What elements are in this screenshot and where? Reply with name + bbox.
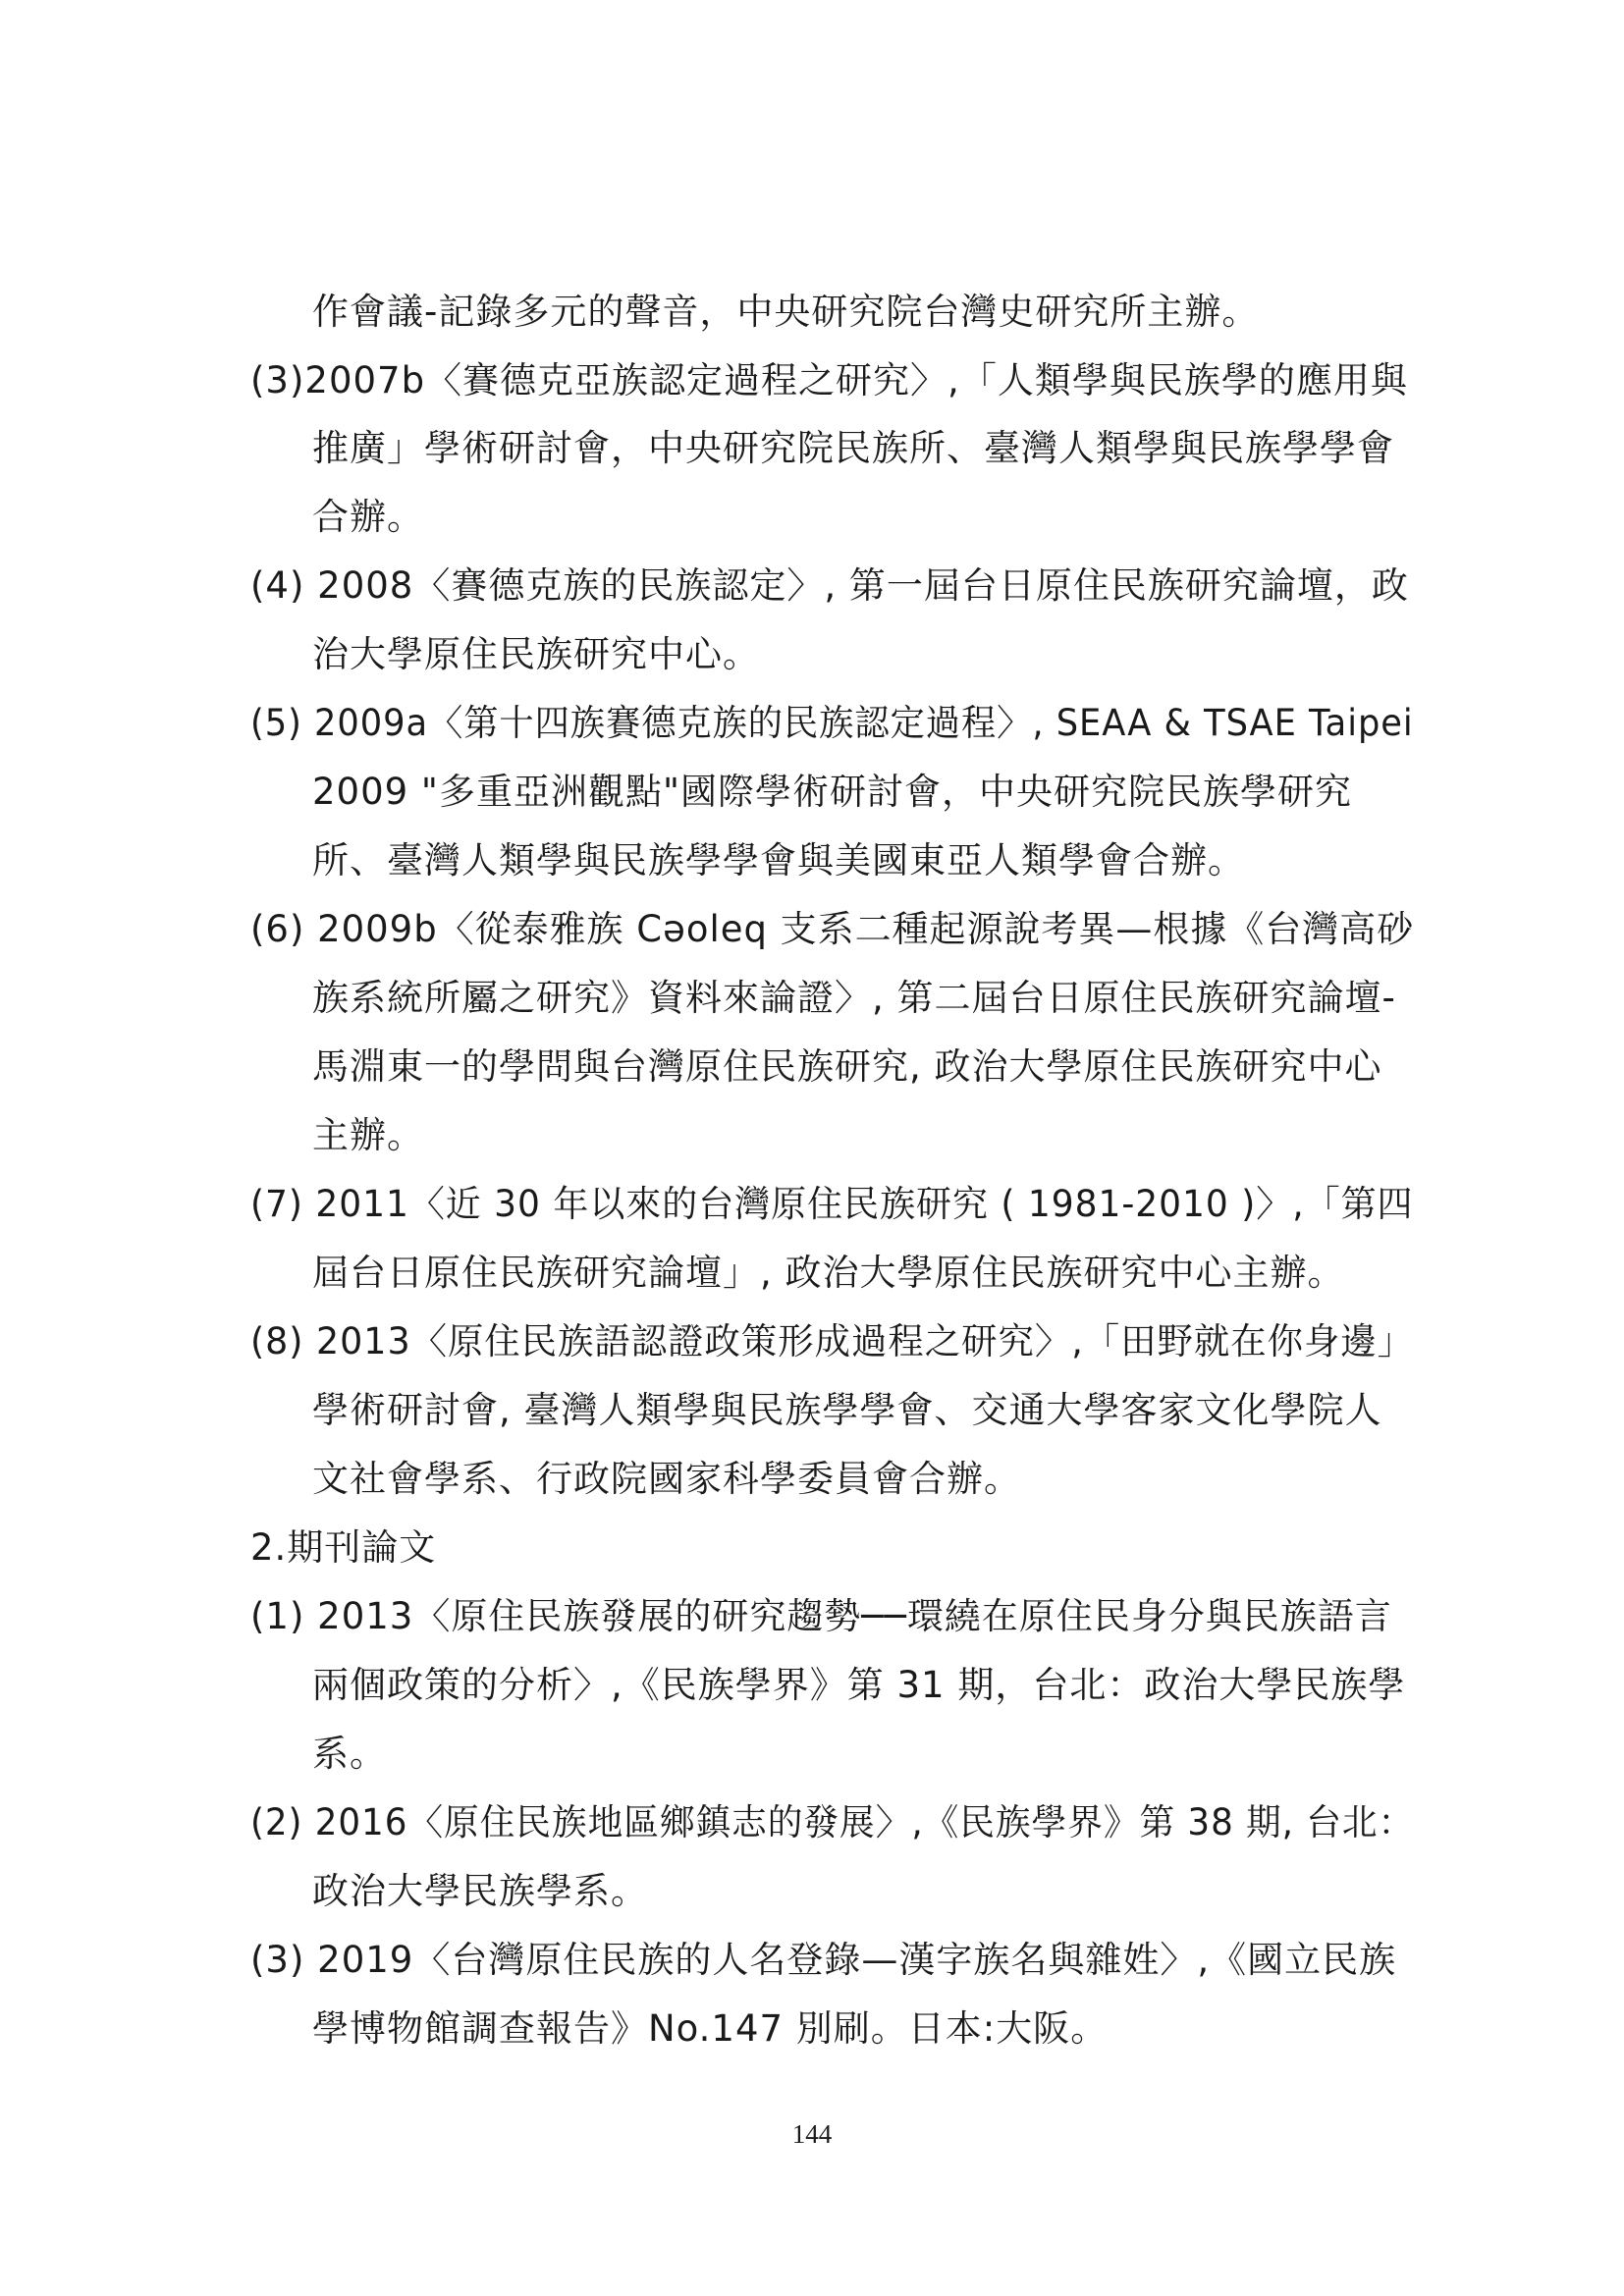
conference-item-7-line1: (7) 2011〈近 30 年以來的台灣原住民族研究 ( 1981-2010 )〉,「第四 — [250, 1183, 1414, 1225]
journal-item-1-line2: 兩個政策的分析〉,《民族學界》第 31 期，台北：政治大學民族學 — [312, 1664, 1406, 1706]
conference-item-6-line4: 主辦。 — [312, 1114, 424, 1156]
conference-item-4-line1: (4) 2008〈賽德克族的民族認定〉, 第一屆台日原住民族研究論壇，政 — [250, 564, 1409, 607]
conference-item-5-line1: (5) 2009a〈第十四族賽德克族的民族認定過程〉, SEAA & TSAE Taipei — [250, 702, 1414, 744]
journal-item-3-line1: (3) 2019〈台灣原住民族的人名登錄—漢字族名與雜姓〉,《國立民族 — [250, 1939, 1397, 1981]
conference-item-7-line2: 屆台日原住民族研究論壇」, 政治大學原住民族研究中心主辦。 — [312, 1252, 1345, 1294]
conference-item-3-line2: 推廣」學術研討會，中央研究院民族所、臺灣人類學與民族學學會 — [312, 427, 1394, 469]
continuation-line: 作會議-記錄多元的聲音，中央研究院台灣史研究所主辦。 — [312, 291, 1260, 333]
journal-item-3-line2: 學博物館調查報告》No.147 別刷。日本:大阪。 — [312, 2007, 1109, 2050]
journal-item-1-line3: 系。 — [312, 1733, 387, 1775]
conference-item-5-line2: 2009 "多重亞洲觀點"國際學術研討會，中央研究院民族學研究 — [312, 771, 1352, 813]
conference-item-8-line1: (8) 2013〈原住民族語認證政策形成過程之研究〉,「田野就在你身邊」 — [250, 1320, 1415, 1362]
journal-item-2-line1: (2) 2016〈原住民族地區鄉鎮志的發展〉,《民族學界》第 38 期, 台北： — [250, 1801, 1415, 1843]
conference-item-6-line1: (6) 2009b〈從泰雅族 Cəoleq 支系二種起源說考異—根據《台灣高砂 — [250, 908, 1415, 950]
conference-item-3-line3: 合辦。 — [312, 496, 424, 538]
conference-item-4-line2: 治大學原住民族研究中心。 — [312, 633, 760, 675]
page-number: 144 — [791, 2119, 833, 2149]
conference-item-3-line1: (3)2007b〈賽德克亞族認定過程之研究〉,「人類學與民族學的應用與 — [250, 359, 1408, 401]
conference-item-6-line2: 族系統所屬之研究》資料來論證〉, 第二屆台日原住民族研究論壇- — [312, 977, 1396, 1019]
journal-section-heading: 2.期刊論文 — [250, 1526, 437, 1569]
journal-item-2-line2: 政治大學民族學系。 — [312, 1870, 648, 1912]
journal-item-1-line1: (1) 2013〈原住民族發展的研究趨勢──環繞在原住民身分與民族語言 — [250, 1595, 1392, 1637]
conference-item-8-line2: 學術研討會, 臺灣人類學與民族學學會、交通大學客家文化學院人 — [312, 1389, 1382, 1431]
conference-item-6-line3: 馬淵東一的學問與台灣原住民族研究, 政治大學原住民族研究中心 — [312, 1045, 1382, 1088]
conference-item-5-line3: 所、臺灣人類學與民族學學會與美國東亞人類學會合辦。 — [312, 839, 1245, 881]
conference-item-8-line3: 文社會學系、行政院國家科學委員會合辦。 — [312, 1458, 1021, 1500]
